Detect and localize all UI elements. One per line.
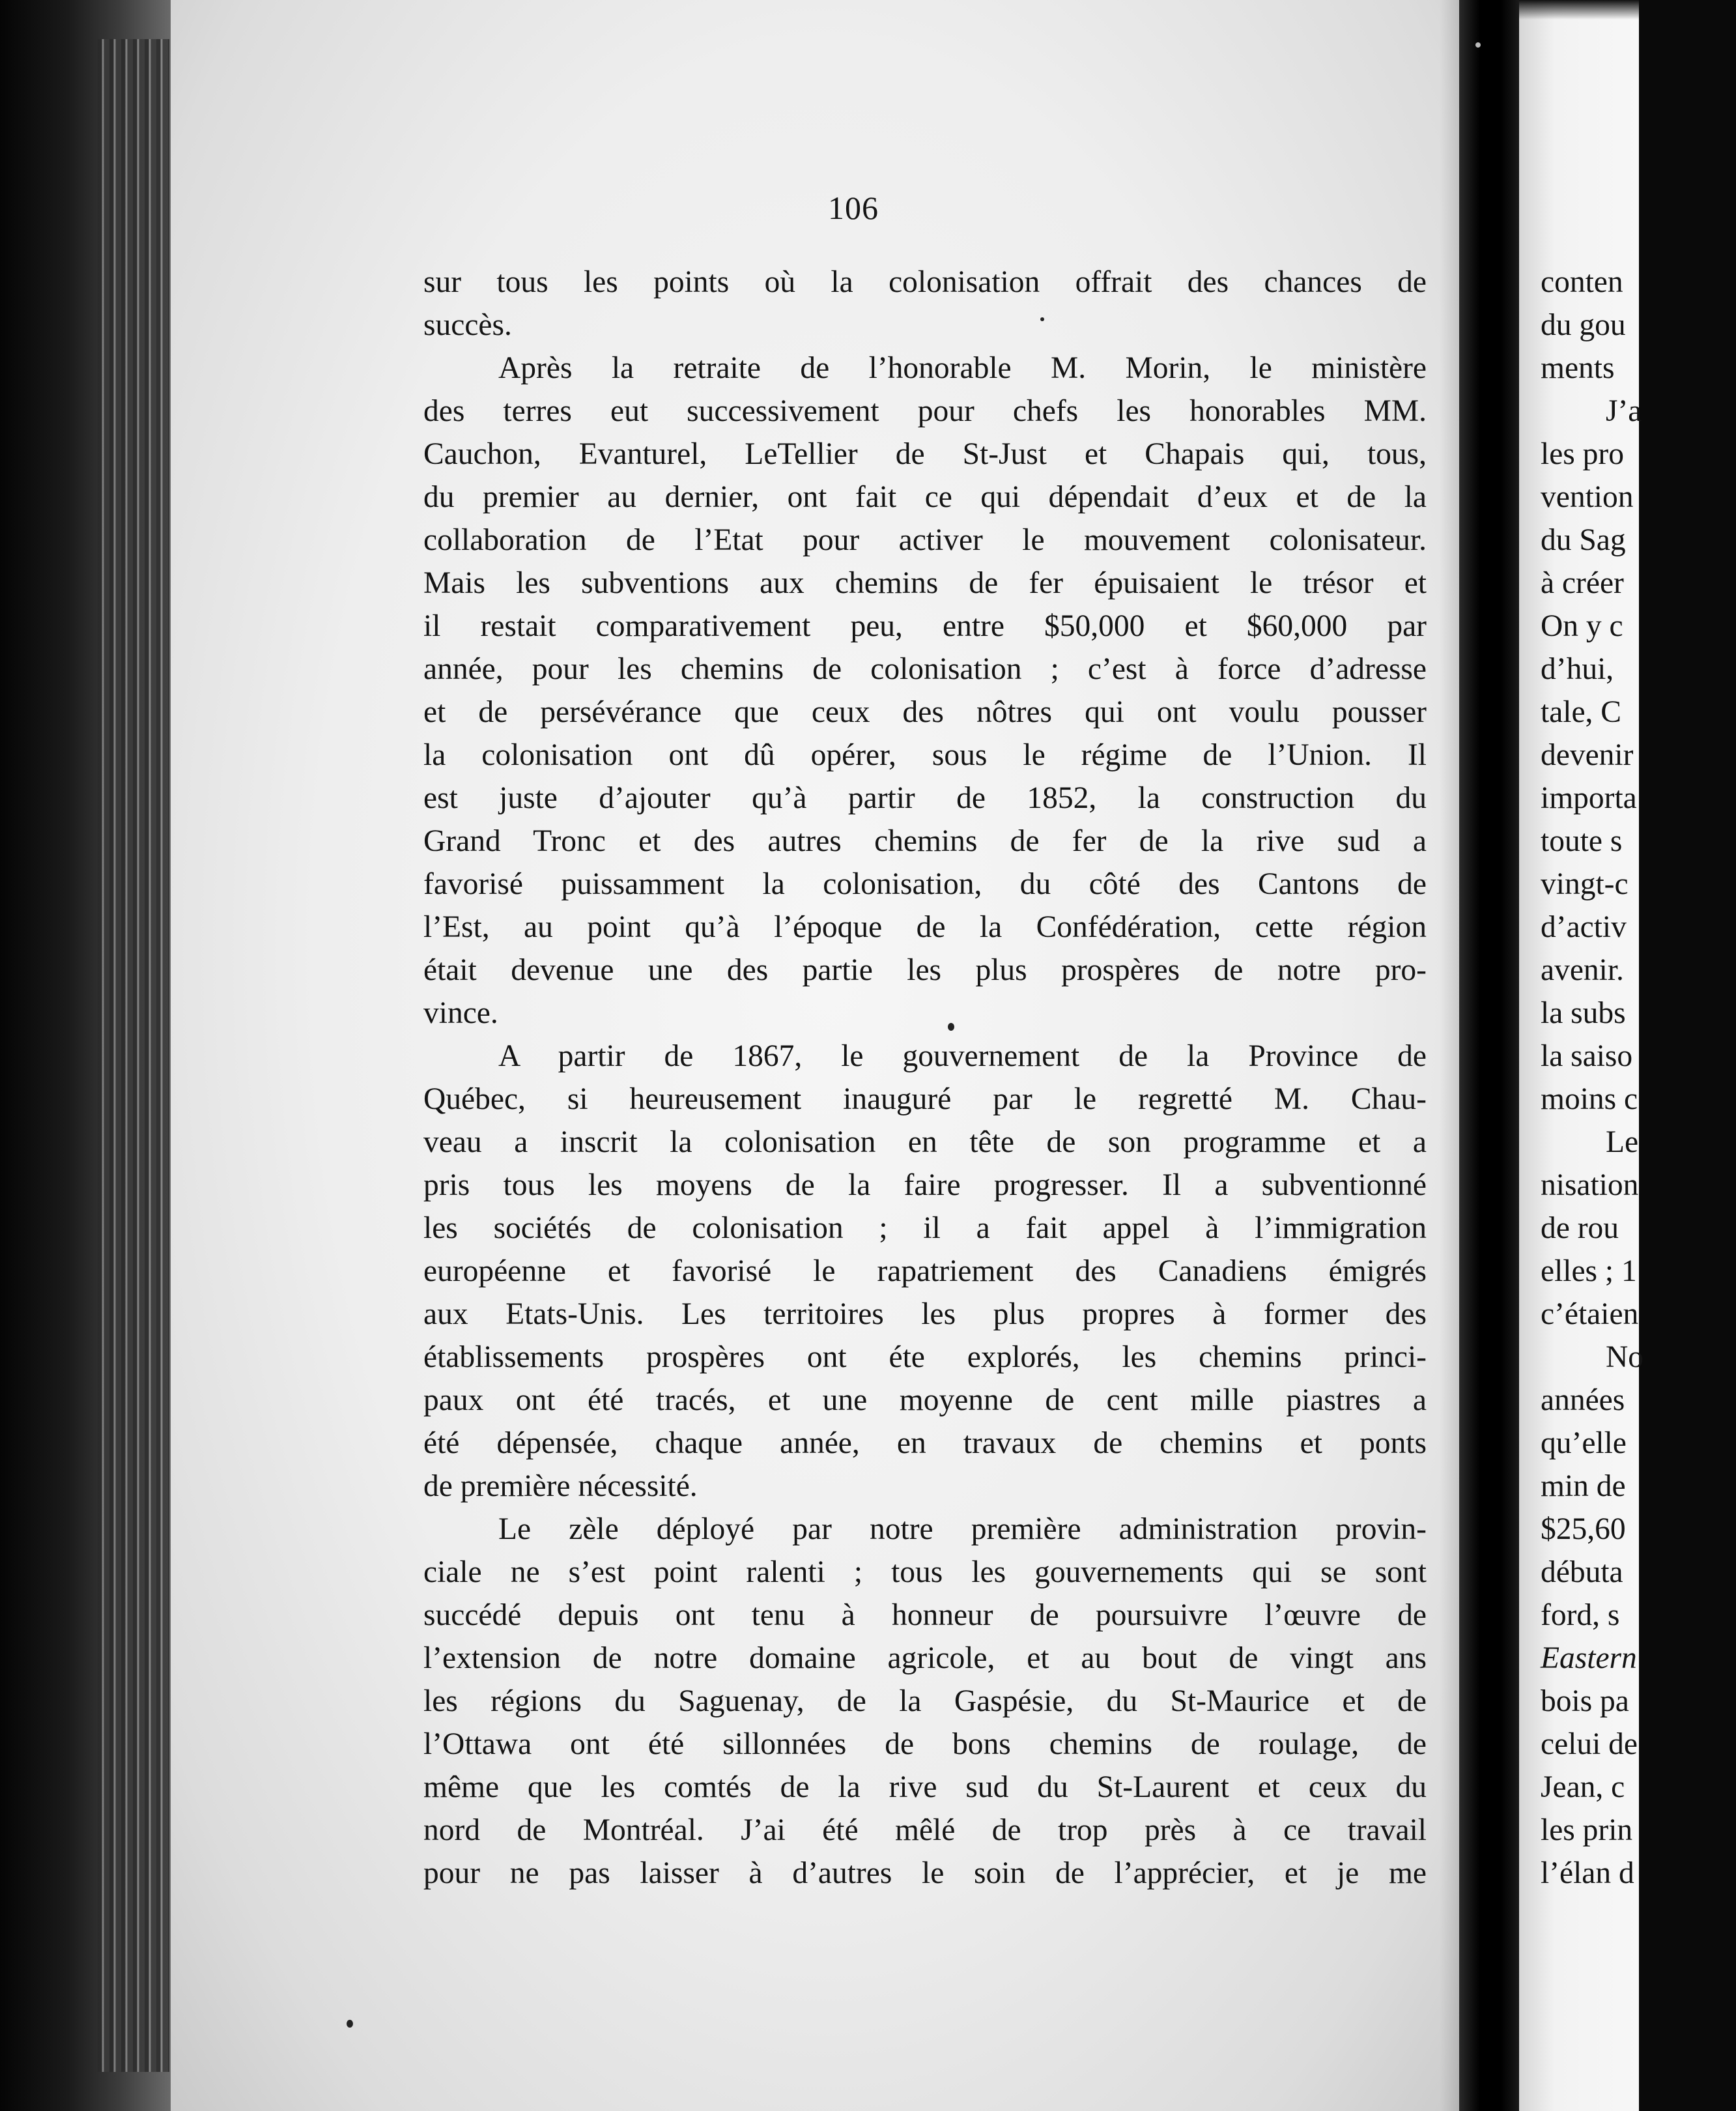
text-line: vince.: [423, 996, 498, 1030]
text-line: pris tous les moyens de la faire progresser. Il a subventionné: [423, 1168, 1427, 1202]
text-line: veau a inscrit la colonisation en tête de son programme et a: [423, 1125, 1427, 1159]
text-line-fragment: $25,60: [1541, 1512, 1626, 1546]
text-line: du premier au dernier, ont fait ce qui dépendait d’eux et de la: [423, 480, 1427, 514]
text-line: succédé depuis ont tenu à honneur de poursuivre l’œuvre de: [423, 1598, 1427, 1632]
ink-speck: [1040, 317, 1044, 321]
text-line-fragment: Eastern: [1541, 1641, 1637, 1675]
text-line: favorisé puissamment la colonisation, du côté des Cantons de: [423, 867, 1427, 901]
text-line-fragment: à créer: [1541, 566, 1624, 600]
text-line-fragment: devenir: [1541, 738, 1634, 772]
text-line-fragment: l’élan d: [1541, 1856, 1634, 1890]
text-line-fragment: elles ; 1: [1541, 1254, 1637, 1288]
right-page-body-text-fragment: [1541, 261, 1736, 1895]
center-fold-shadow: [1459, 0, 1519, 2111]
text-line: de première nécessité.: [423, 1469, 698, 1503]
text-line: était devenue une des partie les plus prospères de notre pro-: [423, 953, 1427, 987]
text-line-fragment: celui de: [1541, 1727, 1638, 1761]
text-line-fragment: No: [1606, 1340, 1644, 1374]
text-line: il restait comparativement peu, entre $50,000 et $60,000 par: [423, 609, 1427, 643]
text-line-fragment: du gou: [1541, 308, 1626, 342]
text-line: des terres eut successivement pour chefs les honorables MM.: [423, 394, 1427, 428]
text-line-fragment: Le: [1606, 1125, 1639, 1159]
text-line: sur tous les points où la colonisation offrait des chances de: [423, 265, 1427, 299]
text-line: paux ont été tracés, et une moyenne de cent mille piastres a: [423, 1383, 1427, 1417]
text-line: A partir de 1867, le gouvernement de la Province de: [498, 1039, 1427, 1073]
text-line-fragment: ford, s: [1541, 1598, 1620, 1632]
text-line: Mais les subventions aux chemins de fer épuisaient le trésor et: [423, 566, 1427, 600]
text-line: aux Etats-Unis. Les territoires les plus propres à former des: [423, 1297, 1427, 1331]
text-line: l’Ottawa ont été sillonnées de bons chemins de roulage, de: [423, 1727, 1427, 1761]
text-line: Québec, si heureusement inauguré par le regretté M. Chau-: [423, 1082, 1427, 1116]
text-line-fragment: avenir.: [1541, 953, 1624, 987]
text-line: l’Est, au point qu’à l’époque de la Confédération, cette région: [423, 910, 1427, 944]
text-line: collaboration de l’Etat pour activer le mouvement colonisateur.: [423, 523, 1427, 557]
text-line-fragment: les prin: [1541, 1813, 1633, 1847]
text-line: ciale ne s’est point ralenti ; tous les gouvernements qui se sont: [423, 1555, 1427, 1589]
text-line: même que les comtés de la rive sud du St-Laurent et ceux du: [423, 1770, 1427, 1804]
page-number: 106: [828, 190, 879, 226]
text-line: Cauchon, Evanturel, LeTellier de St-Just et Chapais qui, tous,: [423, 437, 1427, 471]
text-line: les régions du Saguenay, de la Gaspésie, du St-Maurice et de: [423, 1684, 1427, 1718]
ink-speck: [1475, 42, 1481, 48]
right-page-top-shadow: [1519, 0, 1639, 20]
text-line-fragment: On y c: [1541, 609, 1623, 643]
text-line-fragment: bois pa: [1541, 1684, 1629, 1718]
ink-speck: [948, 1023, 954, 1031]
text-line: et de persévérance que ceux des nôtres qui ont voulu pousser: [423, 695, 1427, 729]
text-line-fragment: la subs: [1541, 996, 1626, 1030]
text-line: succès.: [423, 308, 512, 342]
left-page-body-text: [423, 261, 1427, 1895]
text-line-fragment: qu’elle: [1541, 1426, 1627, 1460]
text-line: la colonisation ont dû opérer, sous le régime de l’Union. Il: [423, 738, 1427, 772]
text-line-fragment: min de: [1541, 1469, 1626, 1503]
text-line: établissements prospères ont éte explorés, les chemins princi-: [423, 1340, 1427, 1374]
text-line: Après la retraite de l’honorable M. Morin, le ministère: [498, 351, 1427, 385]
text-line-fragment: Jean, c: [1541, 1770, 1625, 1804]
ink-speck: [347, 2020, 353, 2028]
text-line-fragment: vention: [1541, 480, 1634, 514]
text-line-fragment: c’étaien: [1541, 1297, 1639, 1331]
text-line: les sociétés de colonisation ; il a fait appel à l’immigration: [423, 1211, 1427, 1245]
text-line: est juste d’ajouter qu’à partir de 1852, la construction du: [423, 781, 1427, 815]
text-line: l’extension de notre domaine agricole, et au bout de vingt ans: [423, 1641, 1427, 1675]
text-line: nord de Montréal. J’ai été mêlé de trop près à ce travail: [423, 1813, 1427, 1847]
text-line: Le zèle déployé par notre première administration provin-: [498, 1512, 1427, 1546]
text-line-fragment: conten: [1541, 265, 1623, 299]
text-line-fragment: importa: [1541, 781, 1637, 815]
text-line: Grand Tronc et des autres chemins de fer de la rive sud a: [423, 824, 1427, 858]
text-line: pour ne pas laisser à d’autres le soin de l’apprécier, et je me: [423, 1856, 1427, 1890]
text-line-fragment: du Sag: [1541, 523, 1626, 557]
binding-page-edges: [98, 39, 169, 2072]
text-line-fragment: d’hui,: [1541, 652, 1614, 686]
text-line-fragment: les pro: [1541, 437, 1624, 471]
text-line-fragment: moins c: [1541, 1082, 1638, 1116]
text-line-fragment: vingt-c: [1541, 867, 1629, 901]
text-line-fragment: années: [1541, 1383, 1625, 1417]
text-line-fragment: la saiso: [1541, 1039, 1633, 1073]
text-line-fragment: d’activ: [1541, 910, 1627, 944]
text-line: été dépensée, chaque année, en travaux de chemins et ponts: [423, 1426, 1427, 1460]
text-line-fragment: toute s: [1541, 824, 1623, 858]
text-line-fragment: nisation: [1541, 1168, 1639, 1202]
text-line: européenne et favorisé le rapatriement des Canadiens émigrés: [423, 1254, 1427, 1288]
text-line: année, pour les chemins de colonisation ; c’est à force d’adresse: [423, 652, 1427, 686]
text-line-fragment: tale, C: [1541, 695, 1621, 729]
text-line-fragment: débuta: [1541, 1555, 1623, 1589]
text-line-fragment: ments: [1541, 351, 1615, 385]
text-line-fragment: J’a: [1606, 394, 1642, 428]
text-line-fragment: de rou: [1541, 1211, 1619, 1245]
